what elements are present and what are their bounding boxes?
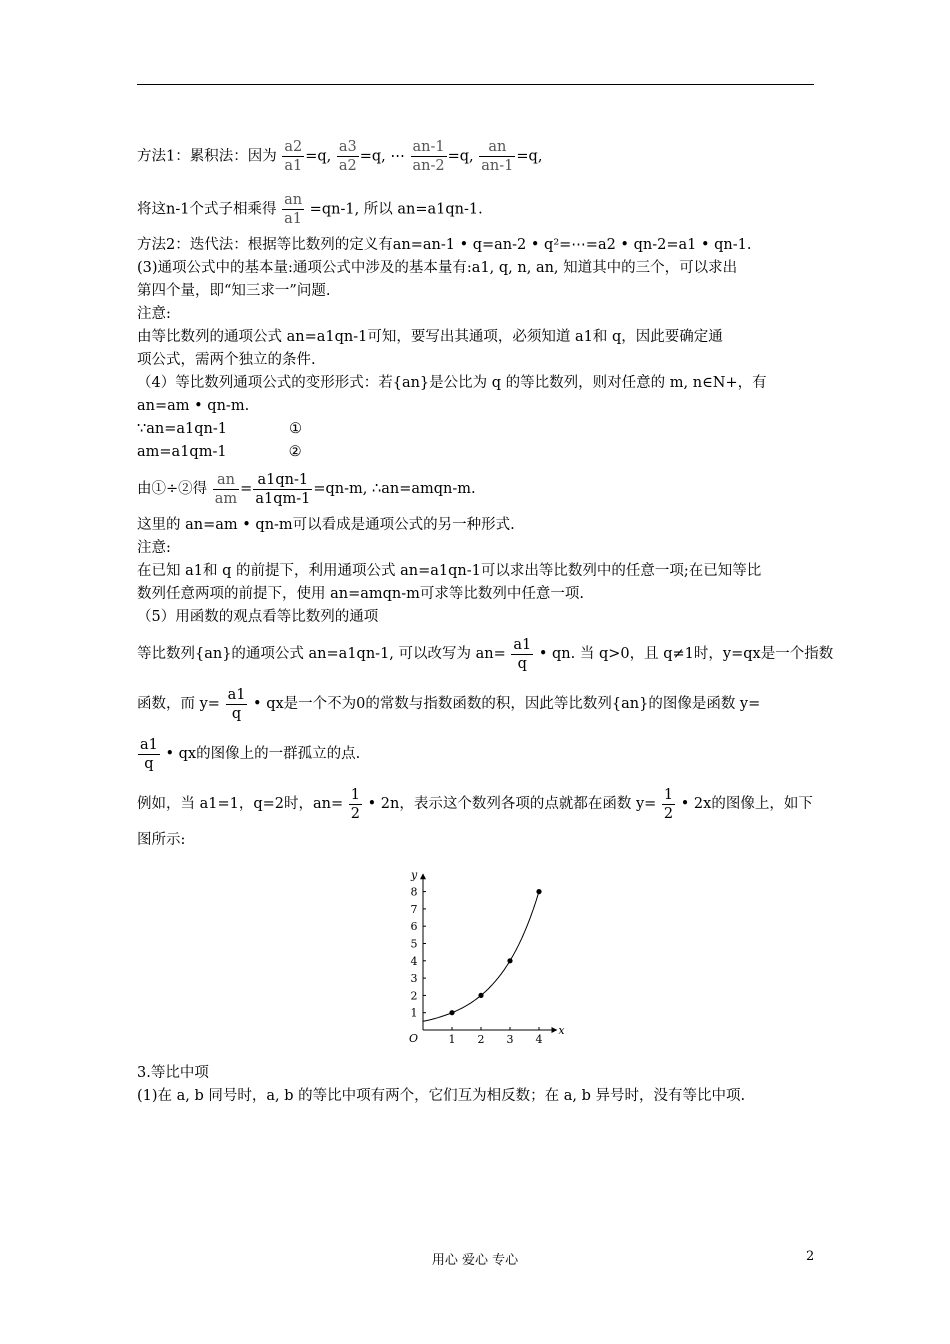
basic-quantities-line1: (3)通项公式中的基本量:通项公式中涉及的基本量有:a1, q, n, an, 知道其中的三个，可以求出 xyxy=(137,260,738,276)
a1-over-q-fraction: $\frac{a1}{q}$ xyxy=(140,736,158,772)
example-p2: 图所示: xyxy=(137,832,186,848)
x-tick-label: 3 xyxy=(506,1033,514,1046)
method1-product-line: 将这n-1个式子相乘得 $\frac{an}{a1}$ =qn-1, 所以 an=a1qn-1. xyxy=(137,192,483,227)
note2-line2: 数列任意两项的前提下，使用 an=amqn-m可求等比数列中任意一项. xyxy=(137,586,585,602)
half-fraction: $\frac{1}{2}$ xyxy=(663,786,674,822)
function-view-p1: 等比数列{an}的通项公式 an=a1qn-1, 可以改写为 an= $\frac{a1}{q}$ • qn. 当 q>0，且 q≠1时，y=qx是一个指数 xyxy=(137,636,834,672)
note2-label: 注意: xyxy=(137,540,171,556)
half-fraction: $\frac{1}{2}$ xyxy=(350,786,360,822)
variant-line2: an=am • qn-m. xyxy=(137,398,250,414)
x-axis-label: x xyxy=(558,1024,565,1037)
y-tick-label: 6 xyxy=(410,920,418,934)
method1-fraction-3: $\frac{an-1}{an-2}$ xyxy=(412,139,445,174)
method1-fraction-4: $\frac{an}{an-1}$ xyxy=(481,139,514,174)
method2-text: 方法2：迭代法：根据等比数列的定义有an=an-1 • q=an-2 • q²=⋯=a2 • qn-2=a1 • qn-1. xyxy=(137,237,752,253)
method1-label: 方法1：累积法：因为 xyxy=(137,148,277,165)
origin-label: O xyxy=(409,1032,419,1045)
x-tick-label: 1 xyxy=(448,1033,456,1046)
data-point xyxy=(507,958,512,963)
variant-line1: （4）等比数列通项公式的变形形式：若{an}是公比为 q 的等比数列，则对任意的 m, n∈N+，有 xyxy=(137,375,767,391)
x-tick-label: 2 xyxy=(477,1033,485,1046)
division-derivation: 由①÷②得 $\frac{an}{am}$ = $\frac{a1qn-1}{a1qm-1}$ =qn-m, ∴an=amqn-m. xyxy=(137,471,476,507)
ratio-fraction: $\frac{a1qn-1}{a1qm-1}$ xyxy=(255,471,311,507)
function-view-p2: 函数，而 y= $\frac{a1}{q}$ • qx是一个不为0的常数与指数函数的积，因此等比数列{an}的图像是函数 y= xyxy=(137,686,761,722)
y-axis-label: y xyxy=(411,868,418,882)
y-tick-label: 1 xyxy=(410,1006,418,1020)
x-tick-label: 4 xyxy=(535,1033,543,1046)
equation-2: am=a1qm-1 ② xyxy=(137,441,817,464)
geometric-mean-title: 3.等比中项 xyxy=(137,1065,209,1081)
a1-over-q-fraction: $\frac{a1}{q}$ xyxy=(513,636,532,672)
function-view-title: （5）用函数的观点看等比数列的通项 xyxy=(137,609,379,625)
y-tick-label: 8 xyxy=(410,885,418,899)
a1-over-q-fraction: $\frac{a1}{q}$ xyxy=(227,686,246,722)
basic-quantities-line2: 第四个量，即“知三求一”问题. xyxy=(137,283,331,299)
y-tick-label: 7 xyxy=(410,902,418,916)
y-tick-label: 2 xyxy=(410,989,418,1003)
y-tick-label: 3 xyxy=(410,972,418,986)
header-rule xyxy=(137,84,814,85)
footer-slogan: 用心 爱心 专心 xyxy=(431,1253,519,1268)
page-content xyxy=(137,138,834,1108)
variant-conclusion: 这里的 an=am • qn-m可以看成是通项公式的另一种形式. xyxy=(137,517,515,533)
exponential-graph xyxy=(387,852,567,1052)
ellipsis: ⋯ xyxy=(390,148,405,165)
method1-line: 方法1：累积法：因为 $\frac{a2}{a1}$ =q, $\frac{a3}{a2}$ =q, ⋯ $\frac{an-1}{an-2}$ =q, $\frac{an}{an-1}$ =q, xyxy=(137,139,543,174)
data-point xyxy=(478,993,483,998)
data-point xyxy=(449,1010,454,1015)
y-tick-label: 5 xyxy=(410,937,418,951)
note1-line2: 项公式，需两个独立的条件. xyxy=(137,352,316,368)
graph-container xyxy=(137,852,817,1062)
method1-fraction-2: $\frac{a3}{a2}$ xyxy=(338,139,357,174)
circled-two: ② xyxy=(288,444,302,460)
note1-label: 注意: xyxy=(137,306,171,322)
data-point xyxy=(536,889,541,894)
product-fraction: $\frac{an}{a1}$ xyxy=(284,192,303,227)
function-view-p3: $\frac{a1}{q}$ • qx的图像上的一群孤立的点. xyxy=(140,736,361,772)
note2-line1: 在已知 a1和 q 的前提下，利用通项公式 an=a1qn-1可以求出等比数列中的任意一项;在已知等比 xyxy=(137,563,762,579)
an-over-am-fraction: $\frac{an}{am}$ xyxy=(214,471,238,507)
equation-1: ∵an=a1qn-1 ① xyxy=(137,418,817,441)
note1-line1: 由等比数列的通项公式 an=a1qn-1可知，要写出其通项，必须知道 a1和 q，因此要确定通 xyxy=(137,329,723,345)
geometric-mean-line1: (1)在 a, b 同号时，a, b 的等比中项有两个，它们互为相反数；在 a, b 异号时，没有等比中项. xyxy=(137,1088,746,1104)
curve-line xyxy=(423,892,539,1022)
example-p1: 例如，当 a1=1，q=2时，an= $\frac{1}{2}$ • 2n，表示这个数列各项的点就都在函数 y= $\frac{1}{2}$ • 2x的图像上，如下 xyxy=(137,786,813,822)
method1-fraction-1: $\frac{a2}{a1}$ xyxy=(284,139,303,174)
page-number: 2 xyxy=(806,1249,815,1264)
y-tick-label: 4 xyxy=(410,954,418,968)
circled-one: ① xyxy=(288,421,302,437)
